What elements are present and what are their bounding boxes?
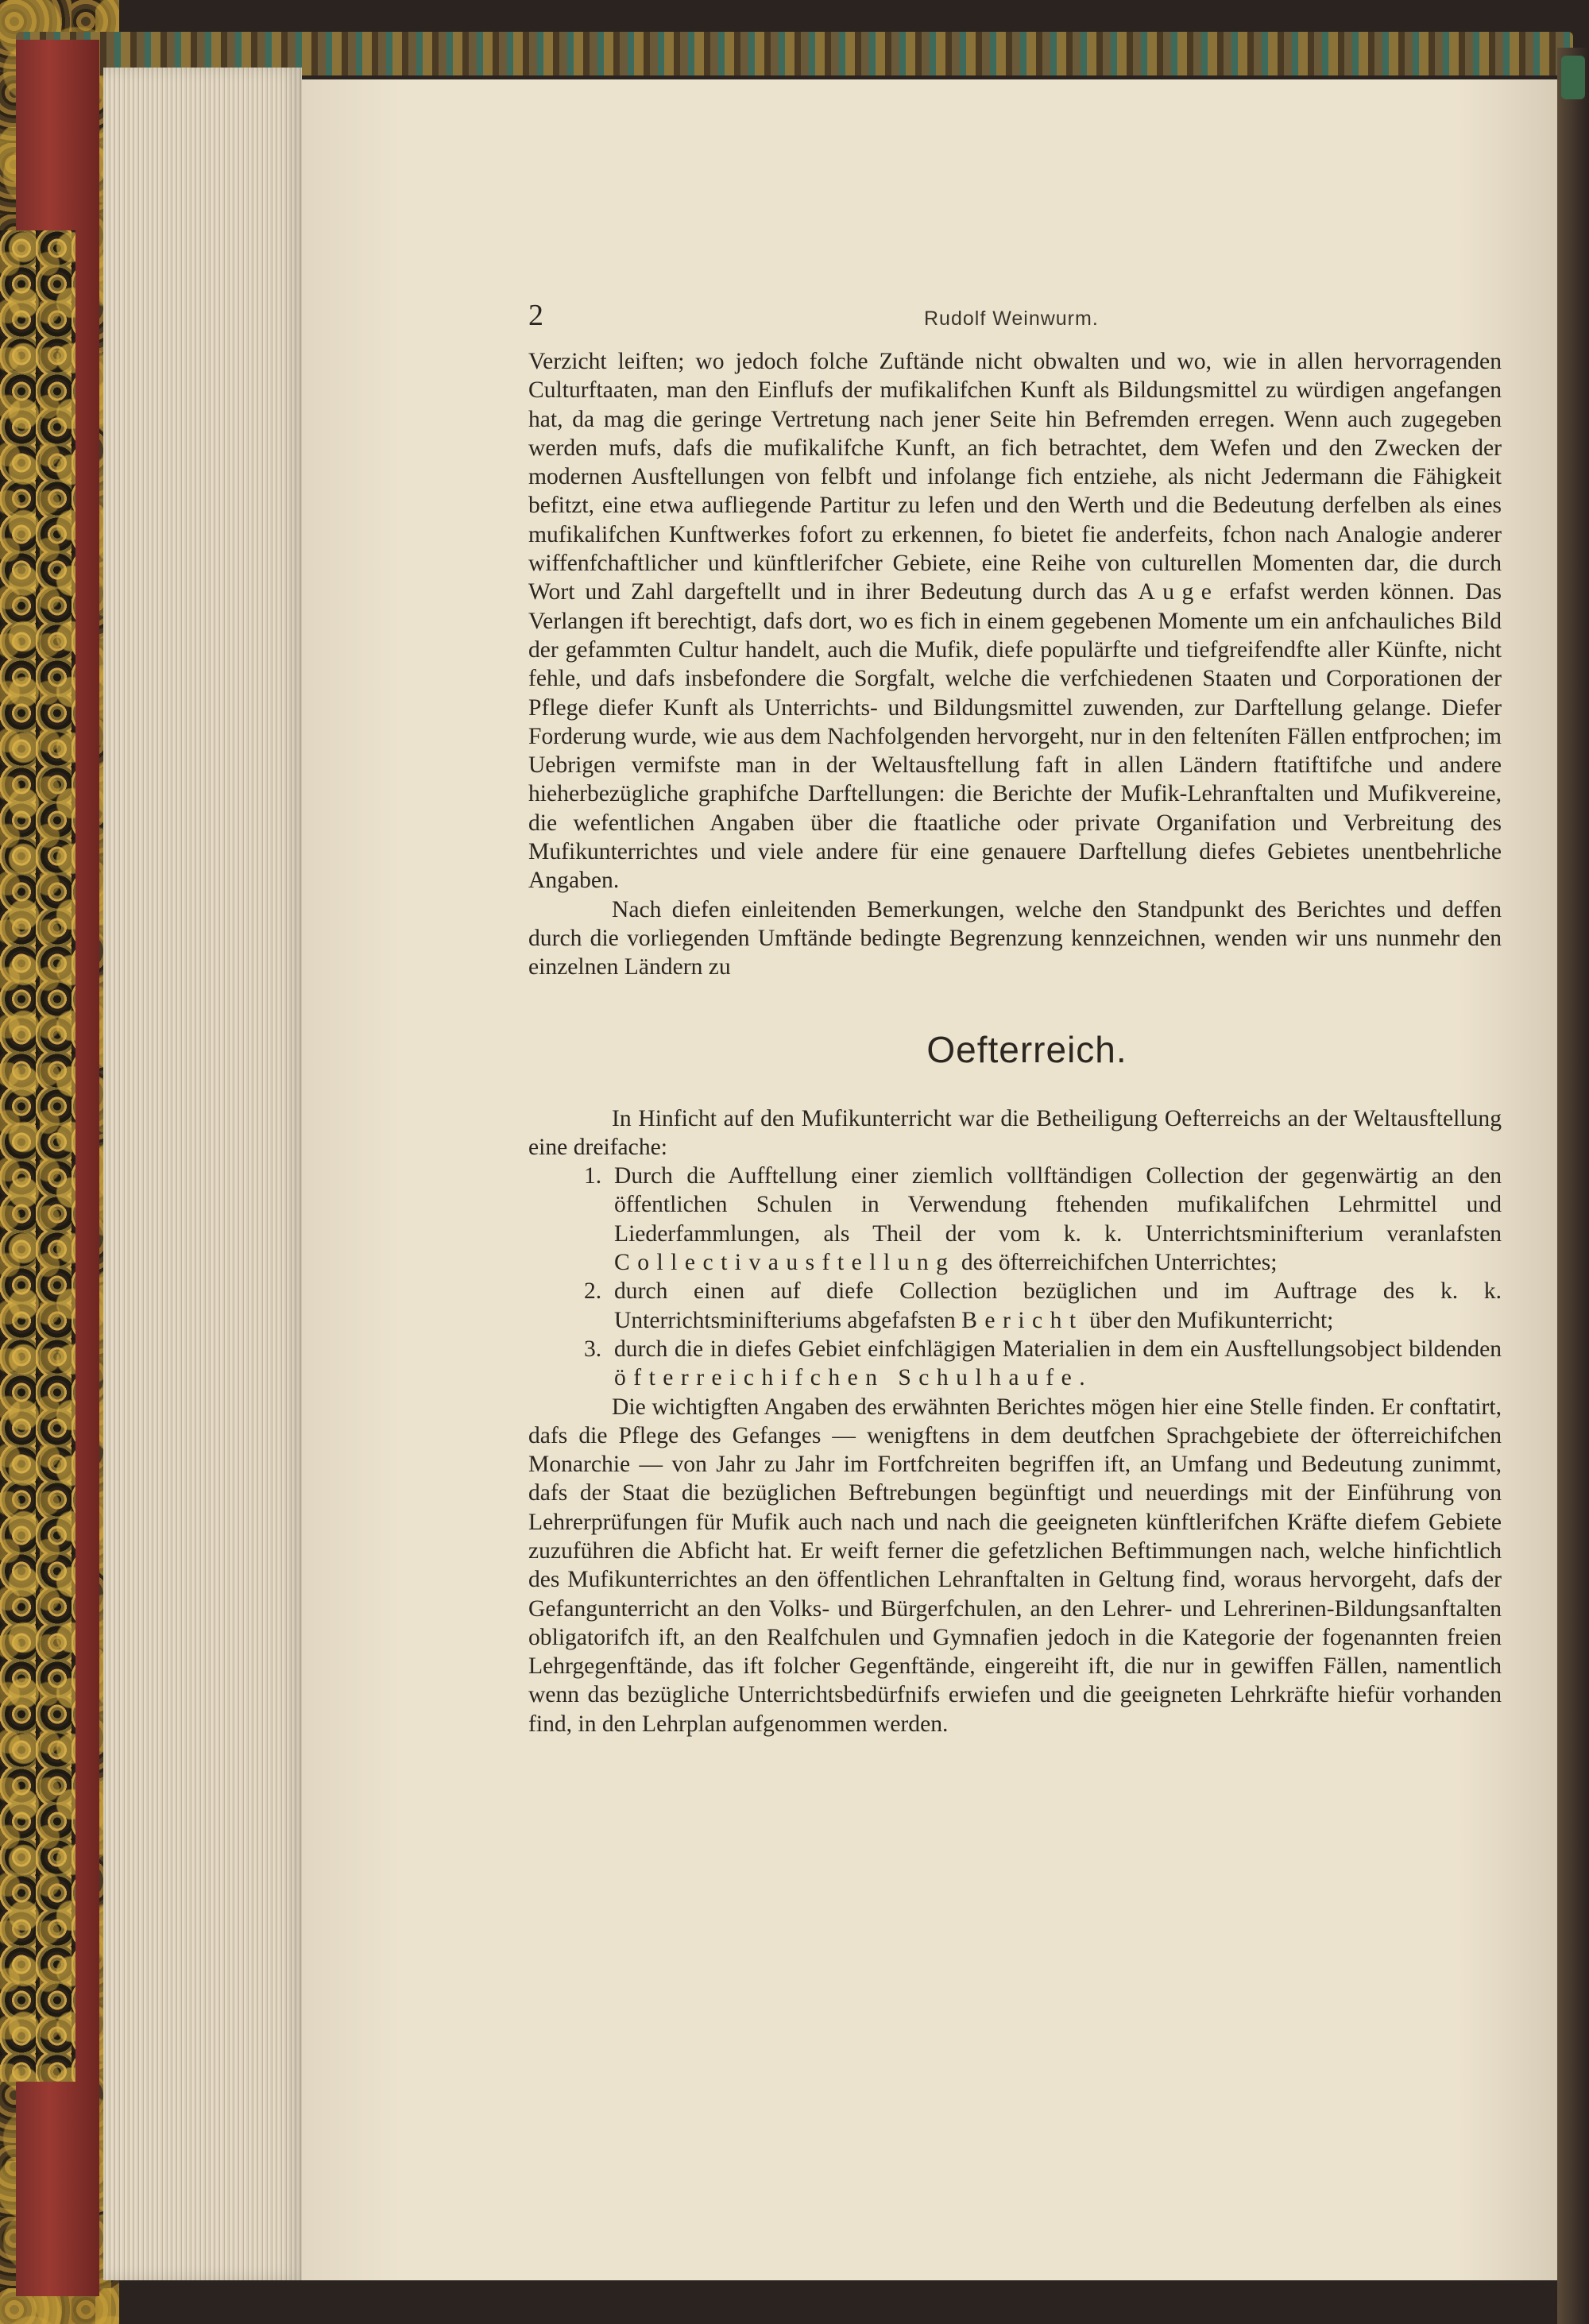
running-head bbox=[528, 298, 1502, 347]
list-item-text: durch die in diefes Gebiet einfchlägigen Materialien in dem ein Ausftellungsobject bildenden bbox=[614, 1336, 1502, 1362]
transition-paragraph: Nach diefen einleitenden Bemerkungen, welche den Standpunkt des Berichtes und deffen durch die vorliegenden Umftände bedingte Begrenzung kennzeichnen, wenden wir uns nunmehr den einzelnen Ländern zu bbox=[528, 896, 1502, 980]
page-number: 2 bbox=[528, 299, 543, 332]
list-item-text: durch einen auf diefe Collection bezüglichen und im Auftrage des k. k. Unterrichtsminifteriums abgefafsten bbox=[614, 1278, 1502, 1333]
list-item-number: 1. bbox=[584, 1163, 602, 1189]
list-item bbox=[528, 1162, 1502, 1277]
list-item-number: 2. bbox=[584, 1278, 602, 1305]
list-item-emphasis: Bericht bbox=[961, 1307, 1084, 1333]
enumerated-list bbox=[528, 1162, 1502, 1392]
intro-text-part-b: erfafst werden können. Das Verlangen ift berechtigt, dafs dort, wo es fich in einem gegebenen Momente um ein anfchauliches Bild der gefammten Cultur handelt, auch die Mufik, diefe populärfte und tiefgreifendfte aller Künfte, nicht fehle, und dafs insbefondere die Sorgfalt, welche die verfchiedenen Staaten und Corporationen der Pflege diefer Kunft als Unterrichts- und Bildungsmittel zuwenden, zur Darftellung gelange. Diefer Forderung wurde, wie aus dem Nachfolgenden hervorgeht, nur in den felteníten Fällen entfprochen; im Uebrigen vermifste man in der Weltausftellung faft in allen Ländern ftatiftifche und andere hieherbezügliche graphifche Darftellungen: die Berichte der Mufik-Lehranftalten und Mufikvereine, die wefentlichen Angaben über die ftaatliche oder private Organifation und Verbreitung des Mufikunterrichtes und viele andere für eine genauere Darftellung diefes Gebietes unentbehrliche Angaben. bbox=[528, 579, 1502, 894]
bookmark-ribbon bbox=[1561, 56, 1585, 99]
running-title: Rudolf Weinwurm. bbox=[924, 307, 1099, 330]
list-item bbox=[528, 1335, 1502, 1393]
page-edges-stack bbox=[103, 68, 302, 2280]
emphasis-auge: Auge bbox=[1138, 579, 1220, 605]
list-item-text-end: des öfterreichifchen Unterrichtes; bbox=[961, 1250, 1278, 1276]
intro-text-part-a: Verzicht leiften; wo jedoch folche Zuftände nicht obwalten und wo, wie in allen hervorragenden Culturftaaten, man den Einflufs der mufikalifchen Kunft als Bildungsmittel zu würdigen angefangen hat, da mag die geringe Vertretung nach jener Seite hin Befremden erregen. Wenn auch zugegeben werden mufs, dafs die mufikalifche Kunft, an fich betrachtet, dem Wefen und den Zwecken der modernen Ausftellungen von felbft und infolange fich entziehe, als nicht Jedermann die Fähigkeit befitzt, eine etwa aufliegende Partitur zu lefen und den Werth und die Bedeutung derfelben als eines mufikalifchen Kunftwerkes fofort zu erkennen, fo bietet fie anderfeits, fchon nach Analogie anderer wiffenfchaftlicher und künftlerifcher Gebiete, eine Reihe von culturellen Momenten dar, die durch Wort und Zahl dargeftellt und in ihrer Bedeutung durch das bbox=[528, 349, 1502, 605]
closing-paragraph: Die wichtigften Angaben des erwähnten Berichtes mögen hier eine Stelle finden. Er conftatirt, dafs die Pflege des Gefanges — wenigftens in dem deutfchen Sprachgebiete der öfterreichifchen Monarchie — von Jahr zu Jahr im Fortfchreiten begriffen ift, an Umfang und Bedeutung zunimmt, dafs der Staat die bezüglichen Beftrebungen begünftigt und neuerdings mit der Einführung von Lehrerprüfungen für Mufik auch nach und nach die geeigneten künftlerifchen Kräfte diefem Gebiete zuzuführen die Abficht hat. Er weift ferner die gefetzlichen Beftimmungen nach, welche hinfichtlich des Mufikunterrichtes an den öffentlichen Lehranftalten in Geltung find, woraus hervorgeht, dafs der Gefangunterricht an den Volks- und Bürgerfchulen, an den Lehrer- und Lehrerinen-Bildungsanftalten obligatorifch ift, an den Realfchulen und Gymnafien jedoch in die Kategorie der fogenannten freien Lehrgegenftände, das ift folcher Gegenftände, eingereiht ift, die nur in gewiffen Fällen, namentlich wenn das bezügliche Unterrichtsbedürfnifs erwiefen und die geeigneten Lehrkräfte hiefür vorhanden find, in den Lehrplan aufgenommen werden. bbox=[528, 1394, 1502, 1737]
section-heading: Oefterreich. bbox=[926, 1028, 1127, 1070]
list-item-text: Durch die Aufftellung einer ziemlich vollftändigen Collection der gegenwärtig an den öffentlichen Schulen in Verwendung ftehenden mufikalifchen Lehrmittel und Liederfammlungen, als Theil der vom k. k. Unterrichtsminifterium veranlafsten bbox=[614, 1163, 1502, 1247]
list-item-text-end: über den Mufikunterricht; bbox=[1089, 1307, 1334, 1333]
list-item-number: 3. bbox=[584, 1336, 602, 1362]
list-item-emphasis: Collectivausftellung bbox=[614, 1250, 956, 1276]
list-item-emphasis: öfterreichifchen Schulhaufe. bbox=[614, 1365, 1093, 1391]
page-content bbox=[528, 298, 1502, 1738]
book-gutter-right bbox=[1557, 48, 1589, 2324]
intro-paragraph bbox=[528, 347, 1502, 895]
book-cover-marbled-panel bbox=[0, 230, 75, 2082]
section-lead: In Hinficht auf den Mufikunterricht war die Betheiligung Oefterreichs an der Weltausftellung eine dreifache: bbox=[528, 1105, 1502, 1160]
list-item bbox=[528, 1277, 1502, 1335]
